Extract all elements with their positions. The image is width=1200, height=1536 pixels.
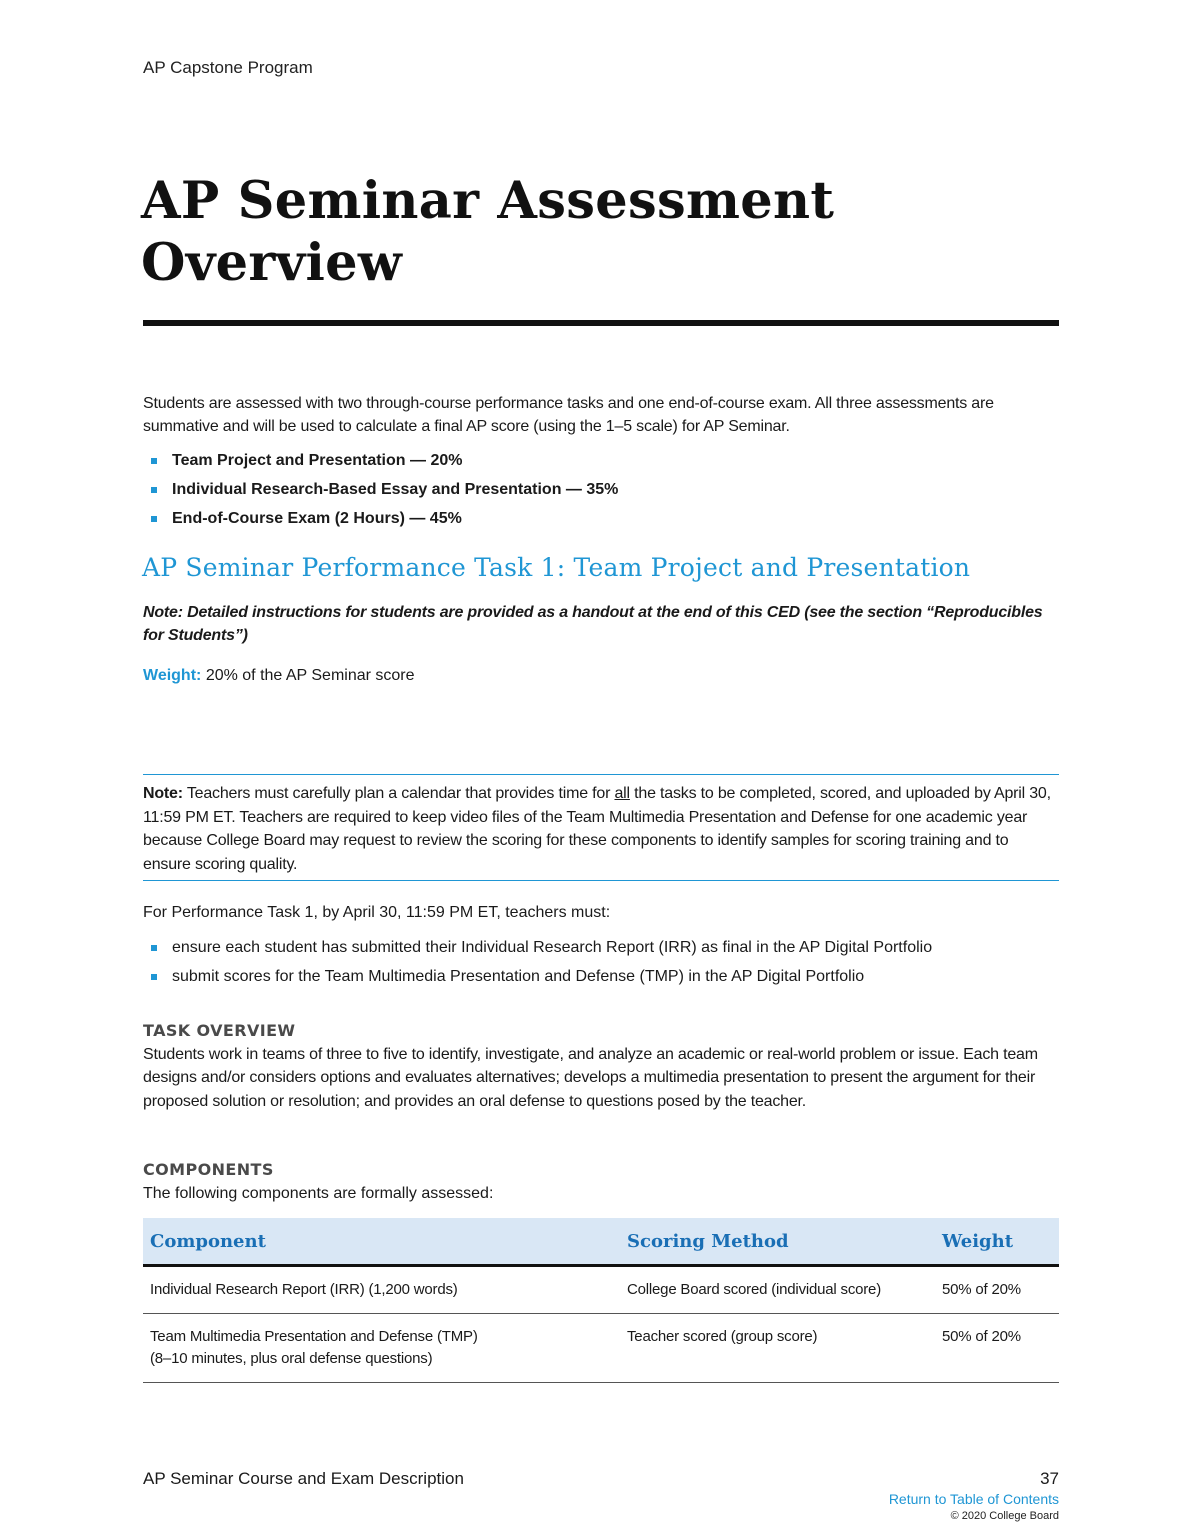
return-to-toc-link[interactable]: Return to Table of Contents — [888, 1491, 1059, 1507]
page-title — [141, 170, 1071, 294]
note-box-top-rule — [143, 774, 1059, 775]
weight-label: Weight: — [143, 667, 202, 684]
page-title-line-1: AP Seminar Assessment — [141, 171, 835, 231]
table-header-row — [143, 1218, 1059, 1266]
handout-note: Note: Detailed instructions for students are provided as a handout at the end of this CED (see the section “Reproducibles for Students”) — [143, 604, 1043, 644]
task1-weight — [143, 665, 415, 687]
table-row — [143, 1266, 1059, 1314]
components-intro: The following components are formally assessed: — [143, 1184, 494, 1202]
components-section — [143, 1158, 1059, 1205]
emphasis-all: all — [614, 785, 630, 802]
task1-heading: AP Seminar Performance Task 1: Team Project and Presentation — [142, 553, 971, 582]
cell-component: Individual Research Report (IRR) (1,200 words) — [143, 1266, 620, 1314]
table-row — [143, 1314, 1059, 1383]
pt1-deadline-intro: For Performance Task 1, by April 30, 11:59 PM ET, teachers must: — [143, 904, 611, 921]
page-number: 37 — [1040, 1469, 1059, 1488]
list-item: Individual Research-Based Essay and Presentation — 35% — [143, 478, 1059, 507]
note-label: Note: — [143, 785, 183, 802]
list-item: End-of-Course Exam (2 Hours) — 45% — [143, 507, 1059, 536]
teacher-calendar-note: Note: Teachers must carefully plan a calendar that provides time for all the tasks to be completed, scored, and uploaded by April 30, 11:59 PM ET. Teachers are required to keep video files of the Team Multimedia Presentation and Defense for one academic year because College Board may request to review the scoring for these components to identify samples for scoring training and to ensure scoring quality. — [143, 785, 1051, 873]
column-header-weight: Weight — [935, 1218, 1059, 1266]
assessment-weights-list — [143, 449, 1059, 536]
cell-scoring-method: Teacher scored (group score) — [620, 1314, 935, 1383]
components-heading: COMPONENTS — [143, 1160, 274, 1179]
bullet-icon — [151, 974, 157, 980]
note-box-bottom-rule — [143, 880, 1059, 881]
bullet-icon — [151, 945, 157, 951]
title-divider — [143, 320, 1059, 326]
bullet-icon — [151, 487, 157, 493]
cell-scoring-method: College Board scored (individual score) — [620, 1266, 935, 1314]
cell-weight: 50% of 20% — [935, 1314, 1059, 1383]
list-item: submit scores for the Team Multimedia Presentation and Defense (TMP) in the AP Digital Portfolio — [143, 965, 1059, 994]
task-overview-section — [143, 1019, 1059, 1113]
teacher-tasks-list — [143, 936, 1059, 994]
task-overview-heading: TASK OVERVIEW — [143, 1021, 296, 1040]
column-header-component: Component — [143, 1218, 620, 1266]
bullet-icon — [151, 516, 157, 522]
program-label: AP Capstone Program — [143, 58, 313, 77]
column-header-scoring-method: Scoring Method — [620, 1218, 935, 1266]
list-item: Team Project and Presentation — 20% — [143, 449, 1059, 478]
cell-component: Team Multimedia Presentation and Defense (TMP) (8–10 minutes, plus oral defense questions) — [143, 1314, 620, 1383]
intro-paragraph: Students are assessed with two through-course performance tasks and one end-of-course exam. All three assessments are summative and will be used to calculate a final AP score (using the 1–5 scale) for AP Seminar. — [143, 395, 994, 435]
list-item: ensure each student has submitted their Individual Research Report (IRR) as final in the AP Digital Portfolio — [143, 936, 1059, 965]
footer-document-title: AP Seminar Course and Exam Description — [143, 1469, 464, 1488]
copyright: © 2020 College Board — [950, 1510, 1059, 1522]
bullet-icon — [151, 458, 157, 464]
cell-weight: 50% of 20% — [935, 1266, 1059, 1314]
task-overview-body: Students work in teams of three to five to identify, investigate, and analyze an academic or real-world problem or issue. Each team designs and/or considers options and evaluates alternatives; develops a multimedia presentation to present the argument for their proposed solution or resolution; and provides an oral defense to questions posed by the teacher. — [143, 1045, 1038, 1110]
weight-value: 20% of the AP Seminar score — [205, 667, 415, 684]
page-title-line-2: Overview — [141, 233, 403, 293]
components-table — [143, 1218, 1059, 1383]
